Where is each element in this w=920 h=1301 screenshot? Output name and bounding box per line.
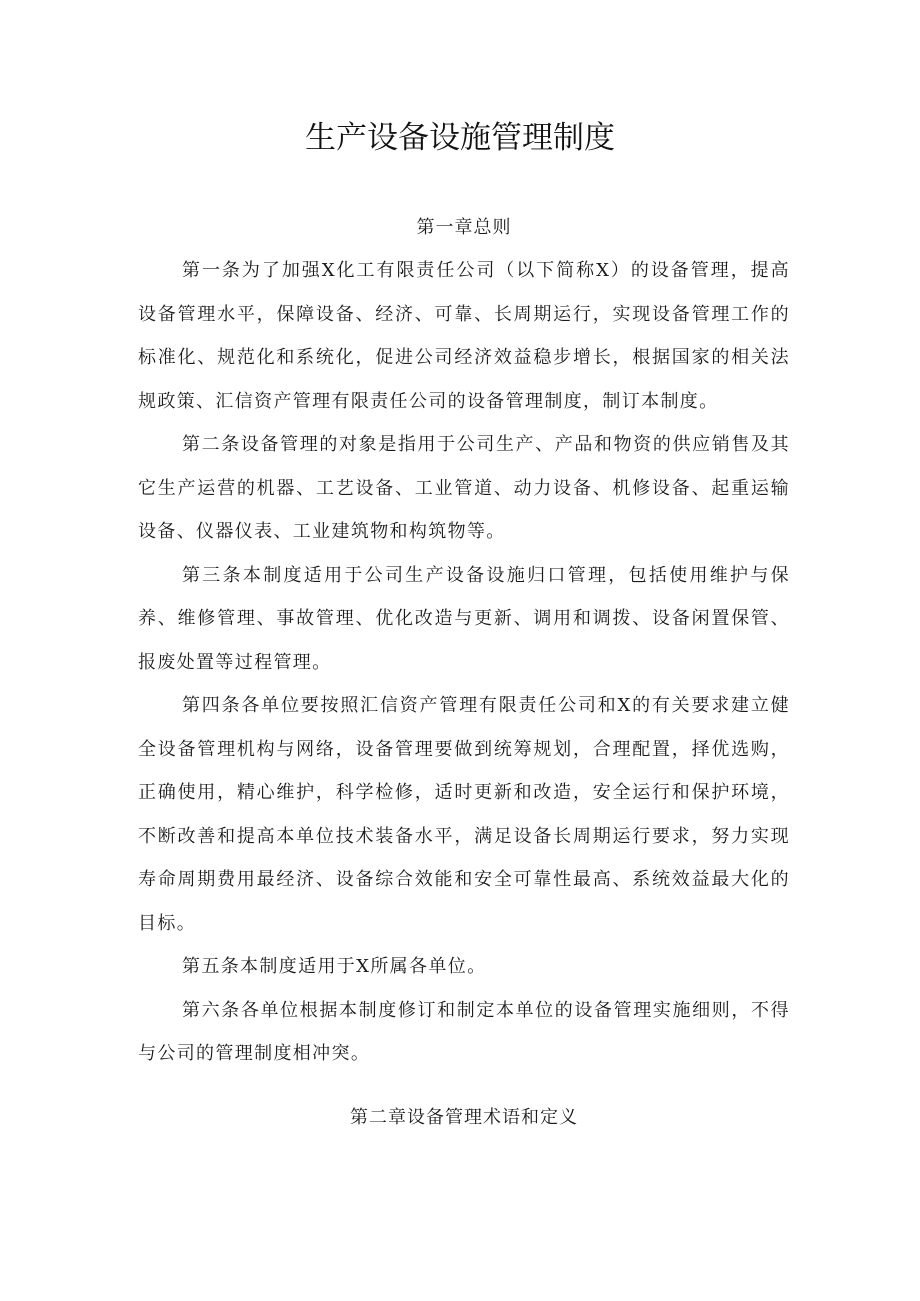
article-2: 第二条设备管理的对象是指用于公司生产、产品和物资的供应销售及其它生产运营的机器、工艺设备、工业管道、动力设备、机修设备、起重运输设备、仪器仪表、工业建筑物和构筑物等。 <box>138 434 790 542</box>
document-title: 生产设备设施管理制度 <box>305 120 615 156</box>
article-5: 第五条本制度适用于X所属各单位。 <box>182 956 487 977</box>
chapter-2-heading: 第二章设备管理术语和定义 <box>350 1106 578 1128</box>
document-body <box>138 206 790 1139</box>
article-4: 第四条各单位要按照汇信资产管理有限责任公司和X的有关要求建立健全设备管理机构与网络，设备管理要做到统筹规划，合理配置，择优选购，正确使用，精心维护，科学检修，适时更新和改造，安全运行和保护环境，不断改善和提高本单位技术装备水平，满足设备长周期运行要求，努力实现寿命周期费用最经济、设备综合效能和安全可靠性最高、系统效益最大化的目标。 <box>138 695 790 934</box>
article-1: 第一条为了加强X化工有限责任公司（以下简称X）的设备管理，提高设备管理水平，保障设备、经济、可靠、长周期运行，实现设备管理工作的标准化、规范化和系统化，促进公司经济效益稳步增长，根据国家的相关法规政策、汇信资产管理有限责任公司的设备管理制度，制订本制度。 <box>138 260 790 412</box>
article-6: 第六条各单位根据本制度修订和制定本单位的设备管理实施细则，不得与公司的管理制度相冲突。 <box>138 999 790 1064</box>
article-3: 第三条本制度适用于公司生产设备设施归口管理，包括使用维护与保养、维修管理、事故管理、优化改造与更新、调用和调拨、设备闲置保管、报废处置等过程管理。 <box>138 564 790 673</box>
chapter-1-heading: 第一章总则 <box>416 217 512 238</box>
